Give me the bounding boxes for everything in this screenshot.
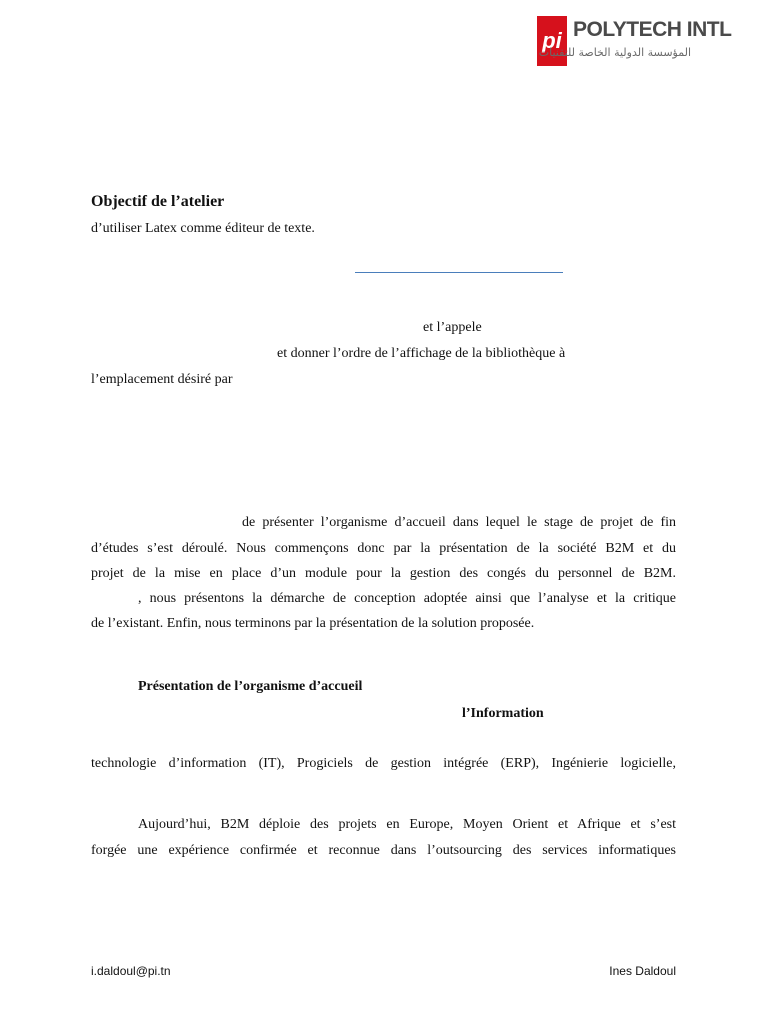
section-title-organisme: Présentation de l’organisme d’accueil <box>138 679 363 694</box>
paragraph-line: Aujourd’hui, B2M déploie des projets en Europe, Moyen Orient et Afrique et s’est <box>138 817 676 832</box>
paragraph-line: d’études s’est déroulé. Nous commençons donc par la présentation de la société B2M et du <box>91 541 676 556</box>
polytech-logo <box>537 16 732 68</box>
paragraph-line: forgée une expérience confirmée et reconnue dans l’outsourcing des services informatiques <box>91 843 676 858</box>
paragraph-line: de l’existant. Enfin, nous terminons par la présentation de la solution proposée. <box>91 616 535 631</box>
footer-author: Ines Daldoul <box>609 964 676 978</box>
paragraph-line: projet de la mise en place d’un module pour la gestion des congés du personnel de B2M. <box>91 566 676 581</box>
hyperlink-underline[interactable] <box>355 272 563 273</box>
text-fragment-ordre: et donner l’ordre de l’affichage de la bibliothèque à <box>277 346 566 361</box>
sub-title-information: l’Information <box>462 706 544 721</box>
footer-email[interactable]: i.daldoul@pi.tn <box>91 964 171 978</box>
paragraph-line: de présenter l’organisme d’accueil dans lequel le stage de projet de fin <box>242 515 676 530</box>
logo-name: POLYTECH INTL <box>573 18 732 41</box>
paragraph-line: , nous présentons la démarche de conception adoptée ainsi que l’analyse et la critique <box>138 591 676 606</box>
text-fragment-emplacement: l’emplacement désiré par <box>91 372 233 387</box>
tech-line: technologie d’information (IT), Progiciels de gestion intégrée (ERP), Ingénierie logicielle, <box>91 756 676 771</box>
text-fragment-appele: et l’appele <box>423 320 482 335</box>
intro-text: d’utiliser Latex comme éditeur de texte. <box>91 221 315 236</box>
logo-arabic-name: المؤسسة الدولية الخاصة للتقنيات <box>538 46 691 59</box>
logo-mark: pi <box>537 16 567 66</box>
section-heading-objectif: Objectif de l’atelier <box>91 193 225 210</box>
